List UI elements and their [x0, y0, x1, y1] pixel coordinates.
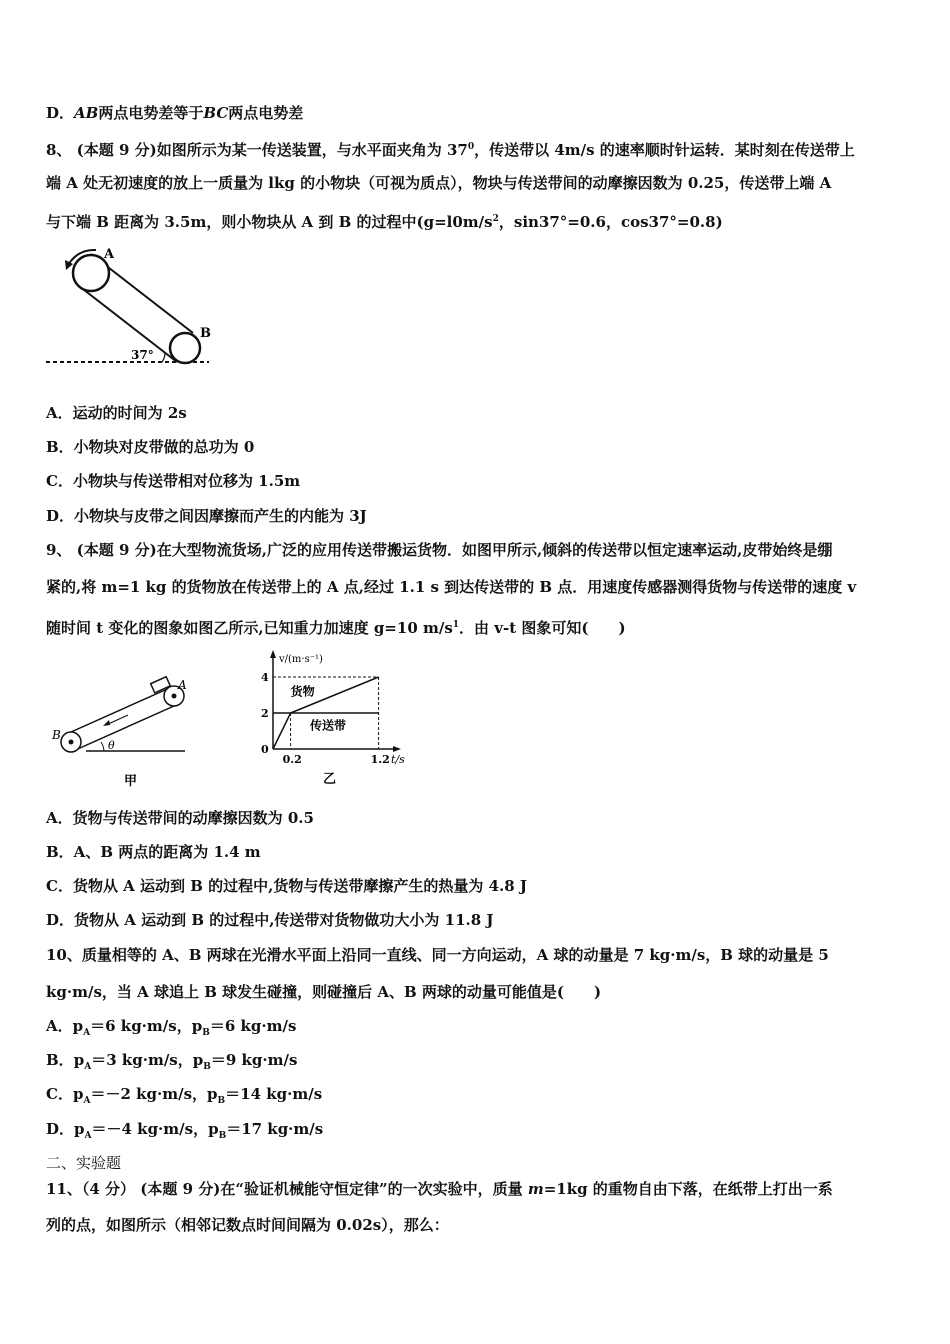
q7-option-d: D．AB两点电势差等于BC两点电势差	[46, 104, 304, 122]
q8-stem-line1: 8、 (本题 9 分)如图所示为某一传送装置，与水平面夹角为 $37^0$，传送带以 4m/s 的速率顺时针运转．某时刻在传送带上	[46, 141, 855, 159]
q8-option-a: A．运动的时间为 2s	[46, 404, 187, 422]
q9-option-d: D．货物从 A 运动到 B 的过程中,传送带对货物做功大小为 11.8 J	[46, 911, 494, 929]
q10-stem-line2: kg·m/s，当 A 球追上 B 球发生碰撞，则碰撞后 A、B 两球的动量可能值是( )	[46, 983, 602, 1001]
chart-caption: 乙	[323, 772, 337, 787]
q9-fig-theta: θ	[108, 739, 115, 752]
q9-vt-chart	[255, 650, 415, 790]
q9-fig-label-b: B	[52, 728, 61, 742]
q9-option-c: C．货物从 A 运动到 B 的过程中,货物与传送带摩擦产生的热量为 4.8 J	[46, 877, 528, 895]
q9-fig-label-a: A	[178, 678, 187, 692]
series-label-belt: 传送带	[309, 718, 346, 733]
y-axis-label: v/(m·s⁻¹)	[279, 654, 323, 665]
q10-option-a: A．$p_A=6$ kg·m/s，$p_B=6$ kg·m/s	[46, 1017, 297, 1038]
y-tick-label: 2	[261, 707, 269, 720]
q8-fig-angle: 37°	[131, 348, 154, 362]
q11-stem-line1: 11、（4 分） (本题 9 分)在“验证机械能守恒定律”的一次实验中，质量 m=1kg 的重物自由下落，在纸带上打出一系	[46, 1180, 833, 1198]
x-axis-arrow	[393, 746, 401, 752]
x-axis-label: t/s	[391, 753, 405, 766]
q8-option-d: D．小物块与皮带之间因摩擦而产生的内能为 3J	[46, 507, 367, 525]
q9-option-b: B．A、B 两点的距离为 1.4 m	[46, 843, 261, 861]
series-label-cargo: 货物	[290, 684, 315, 699]
q9-stem-line3: 随时间 t 变化的图象如图乙所示,已知重力加速度 g=10 $m/s^1$．由 v-t 图象可知( )	[46, 619, 626, 637]
q9-stem-line2: 紧的,将 m=1 kg 的货物放在传送带上的 A 点,经过 1.1 s 到达传送带的 B 点．用速度传感器测得货物与传送带的速度 v	[46, 578, 857, 596]
origin-label: 0	[261, 743, 269, 756]
x-tick-label: 1.2	[370, 753, 390, 766]
q11-stem-line2: 列的点，如图所示（相邻记数点时间间隔为 0.02s），那么：	[46, 1216, 449, 1234]
q10-stem-line1: 10、质量相等的 A、B 两球在光滑水平面上沿同一直线、同一方向运动，A 球的动量是 7 kg·m/s，B 球的动量是 5	[46, 946, 829, 964]
q8-fig-label-a: A	[104, 247, 115, 262]
q8-stem-line3: 与下端 B 距离为 3.5m，则小物块从 A 到 B 的过程中($g=l0m/s^2$，sin37°=0.6，cos37°=0.8)	[46, 213, 723, 231]
y-axis-arrow	[270, 650, 276, 658]
section-title: 二、实验题	[46, 1154, 122, 1172]
q8-conveyor-figure	[44, 245, 224, 373]
q9-fig-jia	[46, 668, 196, 790]
q10-option-d: D．$p_A=-4$ kg·m/s，$p_B=17$ kg·m/s	[46, 1120, 324, 1141]
q10-option-b: B．$p_A=3$ kg·m/s，$p_B=9$ kg·m/s	[46, 1051, 298, 1072]
q8-option-b: B．小物块对皮带做的总功为 0	[46, 438, 255, 456]
q10-option-c: C．$p_A=-2$ kg·m/s，$p_B=14$ kg·m/s	[46, 1085, 323, 1106]
q9-stem-line1: 9、 (本题 9 分)在大型物流货场,广泛的应用传送带搬运货物．如图甲所示,倾斜的传送带以恒定速率运动,皮带始终是绷	[46, 541, 833, 559]
q9-fig-caption-jia: 甲	[124, 774, 138, 789]
q8-fig-label-b: B	[200, 326, 211, 341]
q9-option-a: A．货物与传送带间的动摩擦因数为 0.5	[46, 809, 314, 827]
q8-stem-line2: 端 A 处无初速度的放上一质量为 lkg 的小物块（可视为质点），物块与传送带间的动摩擦因数为 0.25，传送带上端 A	[46, 174, 832, 192]
bottom-pulley	[170, 333, 200, 363]
y-tick-label: 4	[261, 671, 269, 684]
q8-option-c: C．小物块与传送带相对位移为 1.5m	[46, 472, 301, 490]
x-tick-label: 0.2	[282, 753, 302, 766]
